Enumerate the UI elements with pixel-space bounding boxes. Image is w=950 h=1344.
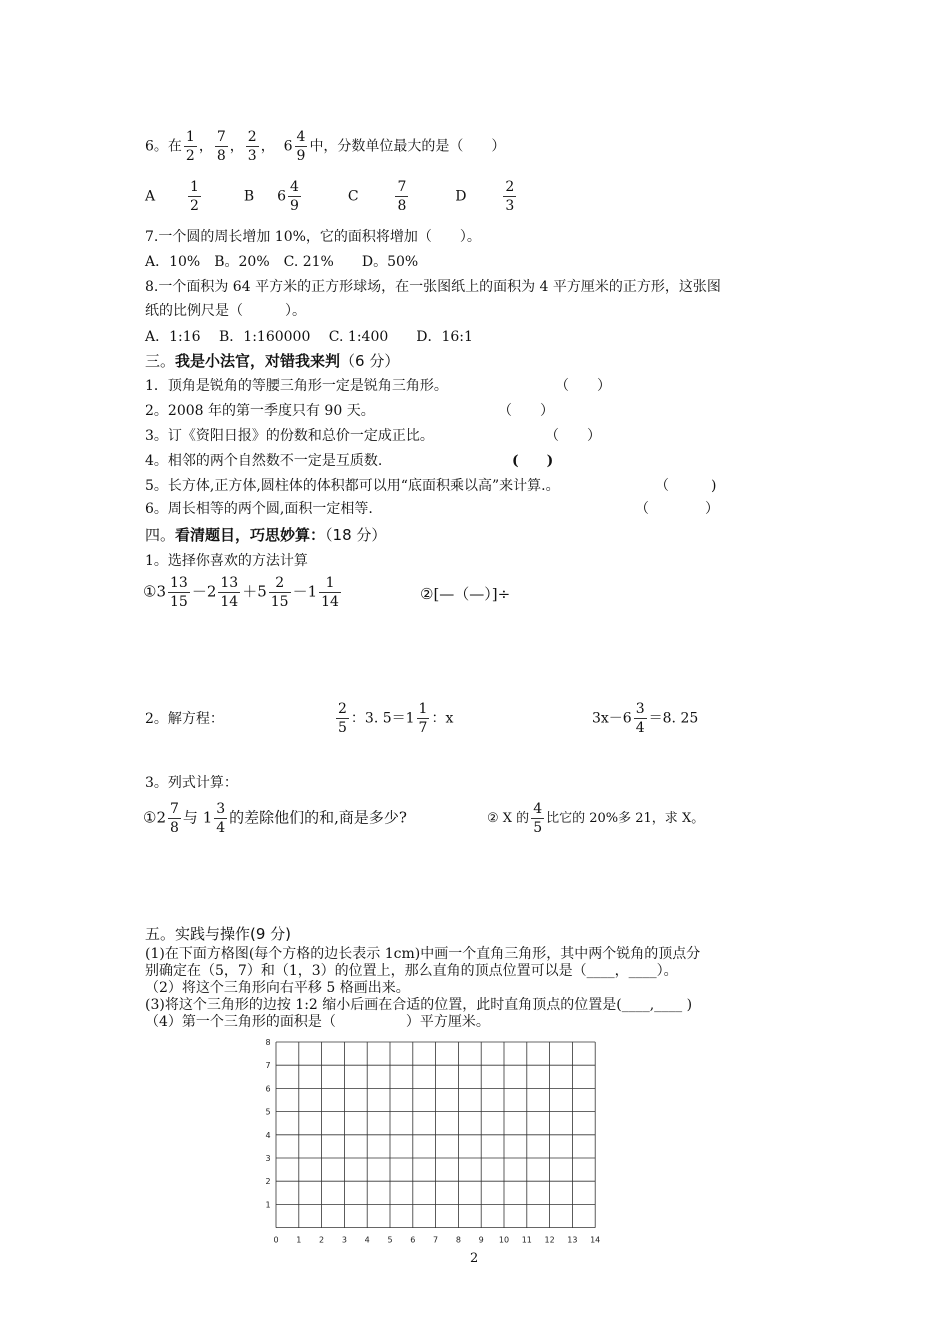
fraction: $\frac{3}{4}$ bbox=[216, 801, 226, 836]
section-5-line-5: （4）第一个三角形的面积是（ ）平方厘米。 bbox=[145, 1014, 490, 1030]
fraction: $\frac{7}{8}$ bbox=[397, 179, 407, 214]
q6-line: 6。在 $\frac{1}{2}$ ， $\frac{7}{8}$ ， $\frac{2}{3}$ ， 6 $\frac{4}{9}$ 中，分数单位最大的是（ ） bbox=[145, 129, 506, 164]
y-tick-label: 2 bbox=[265, 1177, 271, 1187]
judge-item: 1．顶角是锐角的等腰三角形一定是锐角三角形。 bbox=[145, 378, 448, 394]
fraction: $\frac{2}{5}$ bbox=[338, 701, 347, 736]
fraction: $\frac{7}{8}$ bbox=[216, 129, 226, 164]
page-number: 2 bbox=[470, 1251, 479, 1266]
q8-text-1: 8.一个面积为 64 平方米的正方形球场，在一张图纸上的面积为 4 平方厘米的正方形，这张图 bbox=[145, 279, 721, 295]
section-4-sub-1: 1。选择你喜欢的方法计算 bbox=[145, 553, 308, 569]
x-tick-label: 8 bbox=[455, 1235, 461, 1244]
fraction: $\frac{1}{2}$ bbox=[190, 179, 199, 214]
word-problem-2: ② X 的 $\frac{4}{5}$ 比它的 20%多 21，求 X。 bbox=[487, 801, 705, 836]
judge-item: 6。周长相等的两个圆,面积一定相等. bbox=[145, 501, 373, 517]
judge-bracket[interactable]: （ ） bbox=[635, 501, 719, 517]
q7-options: A．10% B。20% C. 21% D。50% bbox=[145, 254, 419, 270]
x-tick-label: 7 bbox=[433, 1235, 439, 1244]
section-4-sub-2: 2。解方程： bbox=[145, 711, 224, 727]
fraction: $\frac{1}{7}$ bbox=[418, 701, 428, 736]
section-3-title: 三。我是小法官，对错我来判（6 分） bbox=[145, 352, 400, 370]
fraction: $\frac{4}{5}$ bbox=[533, 801, 543, 836]
section-5-line-2: 别确定在（5，7）和（1，3）的位置上，那么直角的顶点位置可以是（____，____）。 bbox=[145, 963, 678, 979]
expression-1: ①3 $\frac{13}{15}$ －2 $\frac{13}{14}$ ＋5 $\frac{2}{15}$ －1 $\frac{1}{14}$ bbox=[143, 575, 339, 610]
option-d-label: D bbox=[455, 188, 467, 205]
judge-item: 5。长方体,正方体,圆柱体的体积都可以用“底面积乘以高”来计算.。 bbox=[145, 478, 560, 494]
x-tick-label: 14 bbox=[590, 1235, 601, 1244]
fraction: $\frac{2}{3}$ bbox=[505, 179, 515, 214]
section-4-title: 四。看清题目，巧思妙算：（18 分） bbox=[145, 526, 387, 544]
judge-bracket[interactable]: （ ) bbox=[655, 478, 717, 494]
y-tick-label: 4 bbox=[265, 1130, 271, 1140]
x-tick-label: 12 bbox=[544, 1235, 555, 1244]
judge-bracket[interactable]: （ ） bbox=[545, 428, 601, 444]
judge-bracket[interactable]: ( ) bbox=[512, 453, 554, 469]
x-tick-label: 5 bbox=[387, 1235, 393, 1244]
judge-item: 4。相邻的两个自然数不一定是互质数. bbox=[145, 453, 383, 469]
expression-2: ②[—（—）]÷ bbox=[420, 585, 511, 603]
judge-item: 3。订《资阳日报》的份数和总价一定成正比。 bbox=[145, 428, 434, 444]
section-5-line-1: (1)在下面方格图(每个方格的边长表示 1cm)中画一个直角三角形，其中两个锐角的顶点分 bbox=[145, 946, 701, 962]
option-b-label: B bbox=[243, 188, 255, 205]
section-5-line-3: （2）将这个三角形向右平移 5 格画出来。 bbox=[145, 980, 410, 996]
q7-text: 7.一个圆的周长增加 10%，它的面积将增加（ ）。 bbox=[145, 229, 481, 245]
fraction: $\frac{4}{9}$ bbox=[289, 179, 299, 214]
fraction: $\frac{7}{8}$ bbox=[170, 801, 179, 836]
option-a-label: A bbox=[145, 188, 156, 205]
x-tick-label: 6 bbox=[410, 1235, 416, 1244]
x-tick-label: 10 bbox=[498, 1235, 510, 1244]
option-c-label: C bbox=[347, 188, 359, 205]
x-tick-label: 9 bbox=[478, 1235, 484, 1244]
fraction: $\frac{2}{15}$ bbox=[270, 575, 289, 610]
fraction: $\frac{3}{4}$ bbox=[635, 701, 645, 736]
judge-item: 2。2008 年的第一季度只有 90 天。 bbox=[145, 403, 375, 419]
x-tick-label: 4 bbox=[364, 1235, 370, 1244]
judge-bracket[interactable]: （ ） bbox=[555, 378, 611, 394]
fraction: $\frac{13}{15}$ bbox=[170, 575, 188, 610]
fraction: $\frac{4}{9}$ bbox=[296, 129, 306, 164]
x-tick-label: 0 bbox=[273, 1235, 279, 1244]
q6-prefix: 6。在 bbox=[145, 138, 182, 155]
equation-2: 3x－6 $\frac{3}{4}$ ＝8. 25 bbox=[592, 701, 699, 736]
x-tick-label: 1 bbox=[296, 1235, 302, 1244]
section-5-title: 五。实践与操作(9 分) bbox=[145, 925, 292, 943]
fraction: $\frac{1}{2}$ bbox=[185, 129, 195, 164]
word-problem-1: ①2 $\frac{7}{8}$ 与 1 $\frac{3}{4}$ 的差除他们的和,商是多少? bbox=[143, 801, 407, 836]
section-5-line-4: (3)将这个三角形的边按 1:2 缩小后画在合适的位置，此时直角顶点的位置是(____,____ ) bbox=[145, 997, 693, 1013]
fraction: $\frac{2}{3}$ bbox=[247, 129, 257, 164]
y-tick-label: 6 bbox=[265, 1084, 271, 1094]
x-tick-label: 3 bbox=[341, 1235, 347, 1244]
q8-text-2: 纸的比例尺是（ ）。 bbox=[145, 303, 306, 319]
q8-options: A．1:16 B．1:160000 C. 1:400 D．16:1 bbox=[145, 329, 473, 345]
q6-suffix: 中，分数单位最大的是（ ） bbox=[309, 138, 506, 155]
judge-bracket[interactable]: （ ） bbox=[498, 403, 554, 419]
fraction: $\frac{1}{14}$ bbox=[321, 575, 339, 610]
fraction: $\frac{13}{14}$ bbox=[220, 575, 239, 610]
y-tick-label: 5 bbox=[265, 1107, 271, 1117]
equation-1: $\frac{2}{5}$ ：3. 5＝1 $\frac{1}{7}$ ：x bbox=[338, 701, 454, 736]
x-tick-label: 13 bbox=[567, 1235, 578, 1244]
y-tick-label: 7 bbox=[265, 1061, 271, 1071]
y-tick-label: 1 bbox=[265, 1200, 271, 1210]
q6-options: A $\frac{1}{2}$ B 6 $\frac{4}{9}$ C $\frac{7}{8}$ D $\frac{2}{3}$ bbox=[145, 179, 515, 214]
x-tick-label: 2 bbox=[319, 1235, 325, 1244]
y-tick-label: 3 bbox=[265, 1154, 271, 1163]
section-4-sub-3: 3。列式计算： bbox=[145, 775, 238, 791]
coordinate-grid[interactable] bbox=[255, 1032, 615, 1244]
x-tick-label: 11 bbox=[521, 1235, 532, 1244]
y-tick-label: 8 bbox=[265, 1038, 271, 1047]
